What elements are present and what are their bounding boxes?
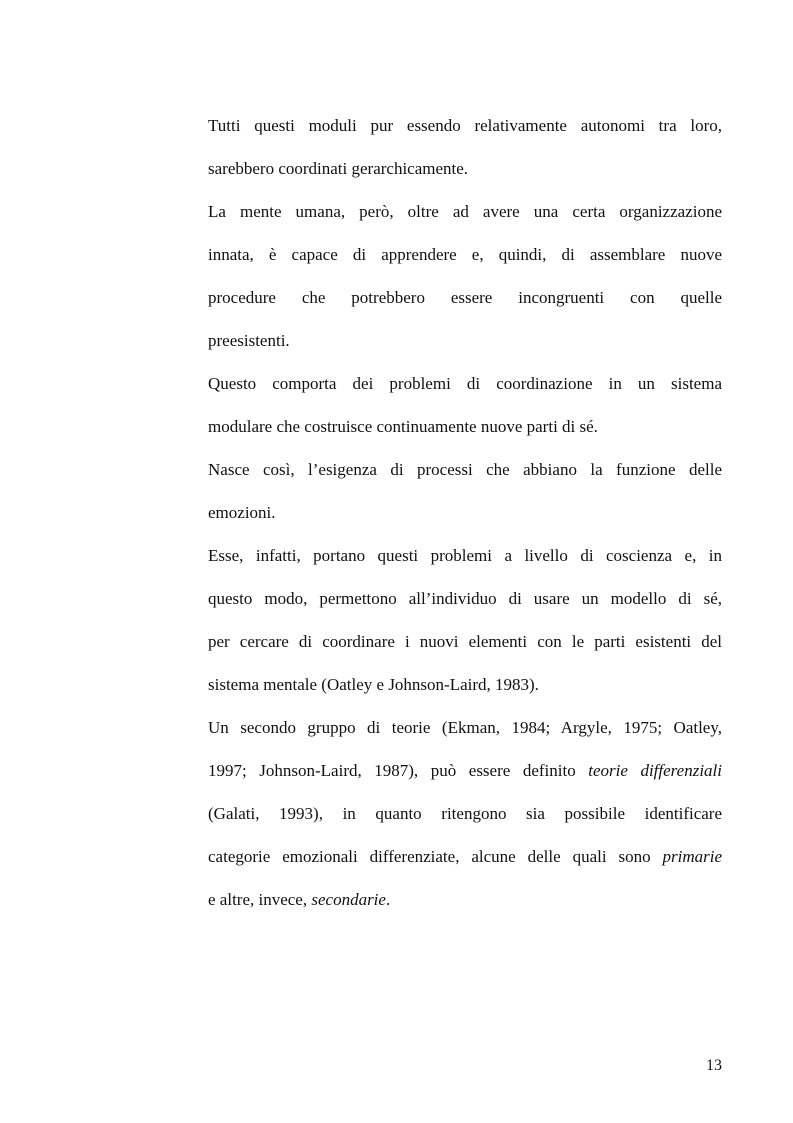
text-segment: per cercare di coordinare i nuovi elementi con le parti esistenti del [208,632,722,651]
text-segment: Un secondo gruppo di teorie (Ekman, 1984; Argyle, 1975; Oatley, [208,718,722,737]
text-segment: innata, è capace di apprendere e, quindi, di assemblare nuove [208,245,722,264]
italic-term: secondarie [311,890,386,909]
italic-term: primarie [662,847,722,866]
text-segment: . [385,890,391,909]
text-segment: sarebbero coordinati gerarchicamente. [208,159,469,178]
text-line [208,882,722,925]
text-line [208,710,722,753]
text-line [208,280,722,323]
text-line [208,237,722,280]
page-number: 13 [706,1057,722,1074]
text-segment: La mente umana, però, oltre ad avere una certa organizzazione [208,202,722,221]
text-line [208,624,722,667]
text-line [208,108,722,151]
text-line [208,839,722,882]
text-segment: sistema mentale (Oatley e Johnson-Laird, 1983). [208,675,539,694]
text-segment: questo modo, permettono all’individuo di usare un modello di sé, [208,589,722,608]
text-segment: 1997; Johnson-Laird, 1987), può essere definito [208,761,589,780]
text-line [208,194,722,237]
text-line [208,753,722,796]
text-line [208,495,722,538]
text-line [208,366,722,409]
text-segment: preesistenti. [208,331,290,350]
italic-term: teorie differenziali [588,761,722,780]
text-segment: Esse, infatti, portano questi problemi a livello di coscienza e, in [208,546,722,565]
text-segment: procedure che potrebbero essere incongruenti con quelle [208,288,722,307]
text-segment: (Galati, 1993), in quanto ritengono sia possibile identificare [208,804,722,823]
text-line [208,796,722,839]
text-line [208,538,722,581]
text-segment: Questo comporta dei problemi di coordinazione in un sistema [208,374,722,393]
body-text [208,108,722,925]
text-line [208,323,722,366]
text-segment: categorie emozionali differenziate, alcune delle quali sono [208,847,663,866]
text-segment: modulare che costruisce continuamente nuove parti di sé. [208,417,598,436]
text-segment: emozioni. [208,503,276,522]
text-segment: Nasce così, l’esigenza di processi che abbiano la funzione delle [208,460,722,479]
text-segment: e altre, invece, [208,890,312,909]
text-segment: Tutti questi moduli pur essendo relativamente autonomi tra loro, [208,116,722,135]
text-line [208,667,722,710]
text-line [208,452,722,495]
text-line [208,409,722,452]
text-line [208,581,722,624]
text-line [208,151,722,194]
